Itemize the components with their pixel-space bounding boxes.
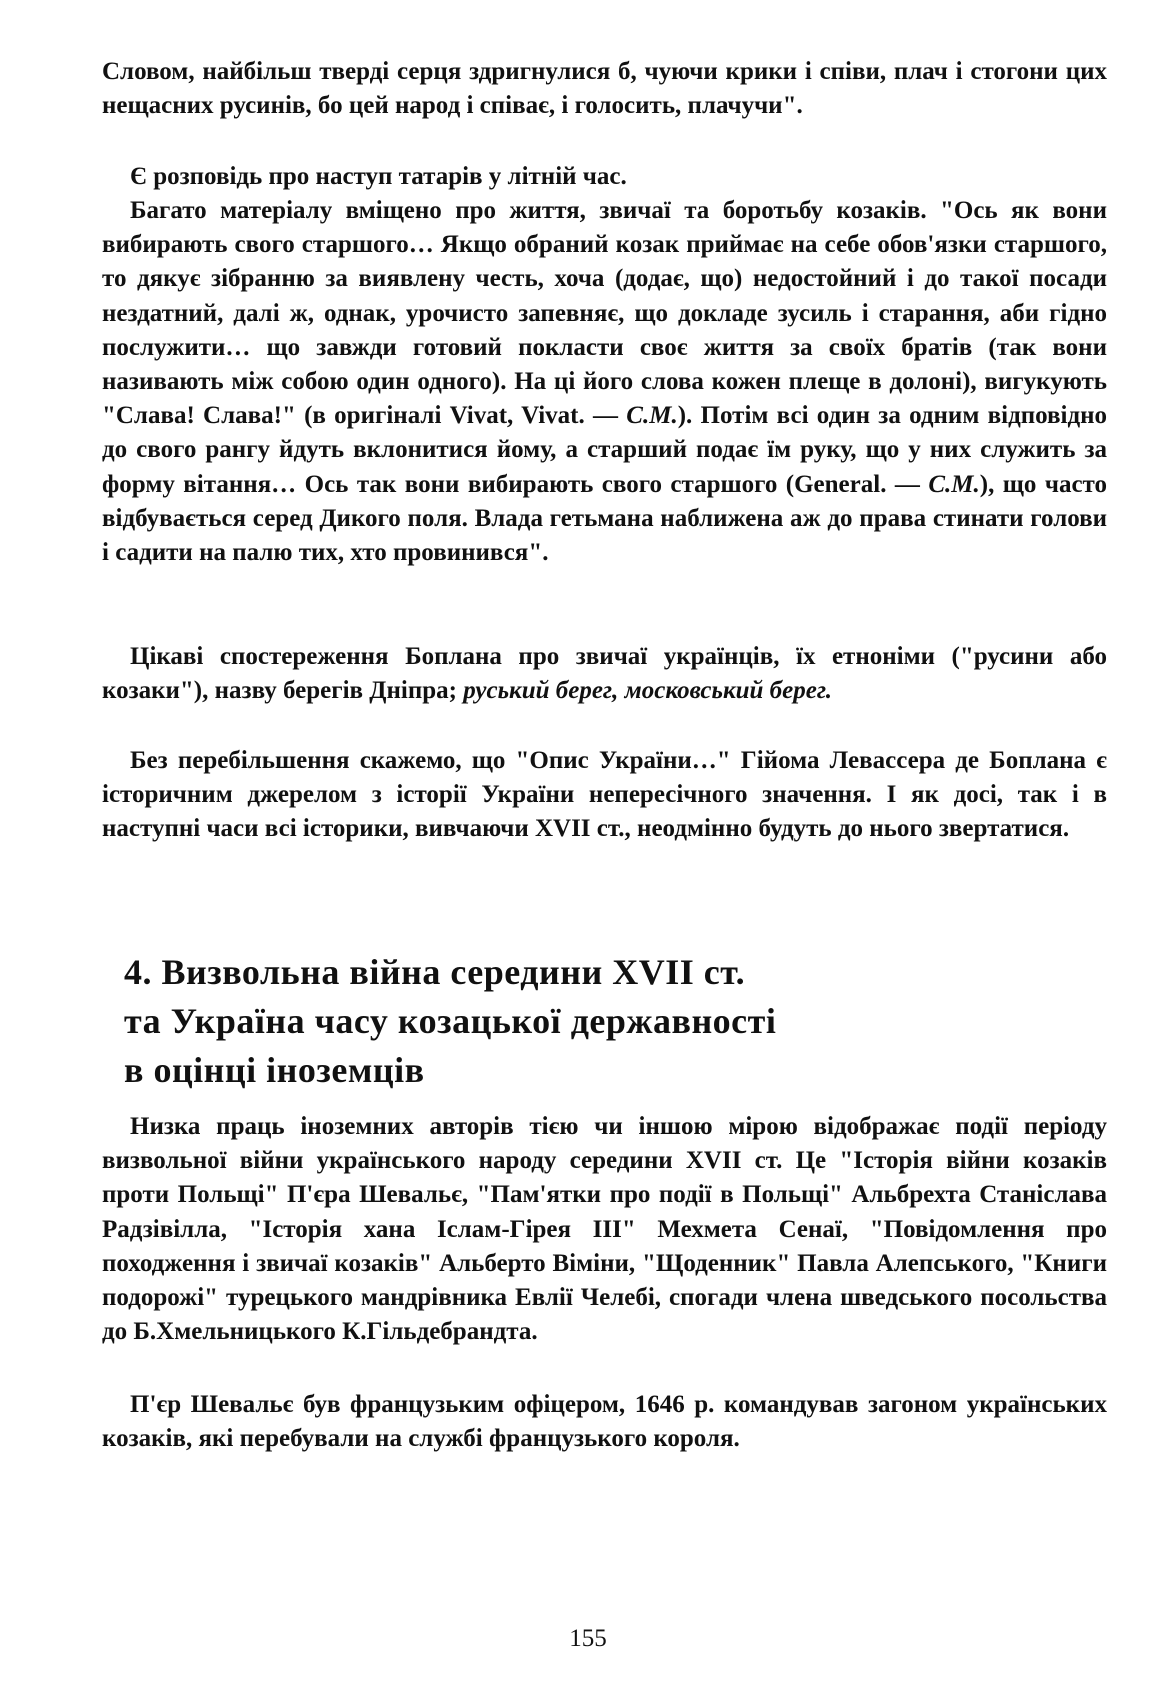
author-initials: С.М.: [928, 470, 980, 498]
section-heading: [124, 948, 1024, 1095]
paragraph-text: Багато матеріалу вміщено про життя, звичаї та боротьбу козаків. "Ось як вони вибирають свого старшого… Якщо обраний козак приймає на себе обов'язки старшого, то дякує зібранню за виявлену честь, хоча (додає, що) недостойний і до такої посади нездатний, далі ж, однак, урочисто запевняє, що докладе зусиль і старання, аби гідно послужити… що завжди готовий покласти своє життя за своїх братів (так вони називають між собою один одного). На ці його слова кожен плеще в долоні), вигукують "Слава! Слава!" (в оригіналі Vivat, Vivat. —: [102, 197, 1107, 430]
paragraph-text: ). Потім всі один за одним відповідно до свого рангу йдуть вклонитися йому, а старший подає їм руку, що у них служить за форму вітання… Ось так вони вибирають свого старшого (General. —: [102, 402, 1107, 498]
paragraph-text: ), що часто відбувається серед Дикого поля. Влада гетьмана наближена аж до права стинати голови і садити на палю тих, хто провинився".: [102, 470, 1107, 567]
paragraph-text: Є розповідь про наступ татарів у літній час.: [130, 163, 627, 190]
paragraph-foreign-authors: [102, 1110, 1107, 1349]
heading-line: 4. Визвольна війна середини XVII ст.: [124, 952, 746, 992]
heading-line: та Україна часу козацької державності: [124, 1001, 777, 1041]
paragraph-text: Без перебільшення скажемо, що "Опис України…" Гійома Левассера де Боплана є історичним джерелом з історії України непересічного значення. І як досі, так і в наступні часи всі історики, вивчаючи XVII ст., неодмінно будуть до нього звертатися.: [102, 747, 1107, 843]
paragraph-chevalier: [102, 1388, 1107, 1456]
heading-line: в оцінці іноземців: [124, 1050, 425, 1090]
paragraph-text: Цікаві спостереження Боплана про звичаї українців, їх етноніми ("русини або козаки"), назву берегів Дніпра;: [102, 643, 1107, 705]
paragraph-cossack-elections: [102, 194, 1107, 570]
author-initials: С.М.: [626, 402, 678, 430]
paragraph-quote-end: [102, 55, 1107, 123]
page-number: 155: [569, 1625, 607, 1652]
paragraph-text: П'єр Шевальє був французьким офіцером, 1646 р. командував загоном українських козаків, які перебували на службі французького короля.: [102, 1391, 1107, 1453]
paragraph-text: Словом, найбільш тверді серця здригнулися б, чуючи крики і співи, плач і стогони цих нещасних русинів, бо цей народ і співає, і голосить, плачучи".: [102, 58, 1107, 120]
paragraph-conclusion: [102, 744, 1107, 847]
emphasized-terms: руський берег, московський берег.: [463, 677, 832, 705]
paragraph-text: Низка праць іноземних авторів тією чи іншою мірою відображає події періоду визвольної війни українського народу середини XVII ст. Це "Історія війни козаків проти Польщі" П'єра Шевальє, "Пам'ятки про події в Польщі" Альбрехта Станіслава Радзівілла, "Історія хана Іслам-Гірея III" Мехмета Сенаї, "Повідомлення про походження і звичаї козаків" Альберто Віміни, "Щоденник" Павла Алепського, "Книги подорожі" турецького мандрівника Евлії Челебі, спогади члена шведського посольства до Б.Хмельницького К.Гільдебрандта.: [102, 1113, 1107, 1346]
paragraph-tatars: [102, 160, 1107, 194]
paragraph-beauplan-observations: [102, 640, 1107, 708]
